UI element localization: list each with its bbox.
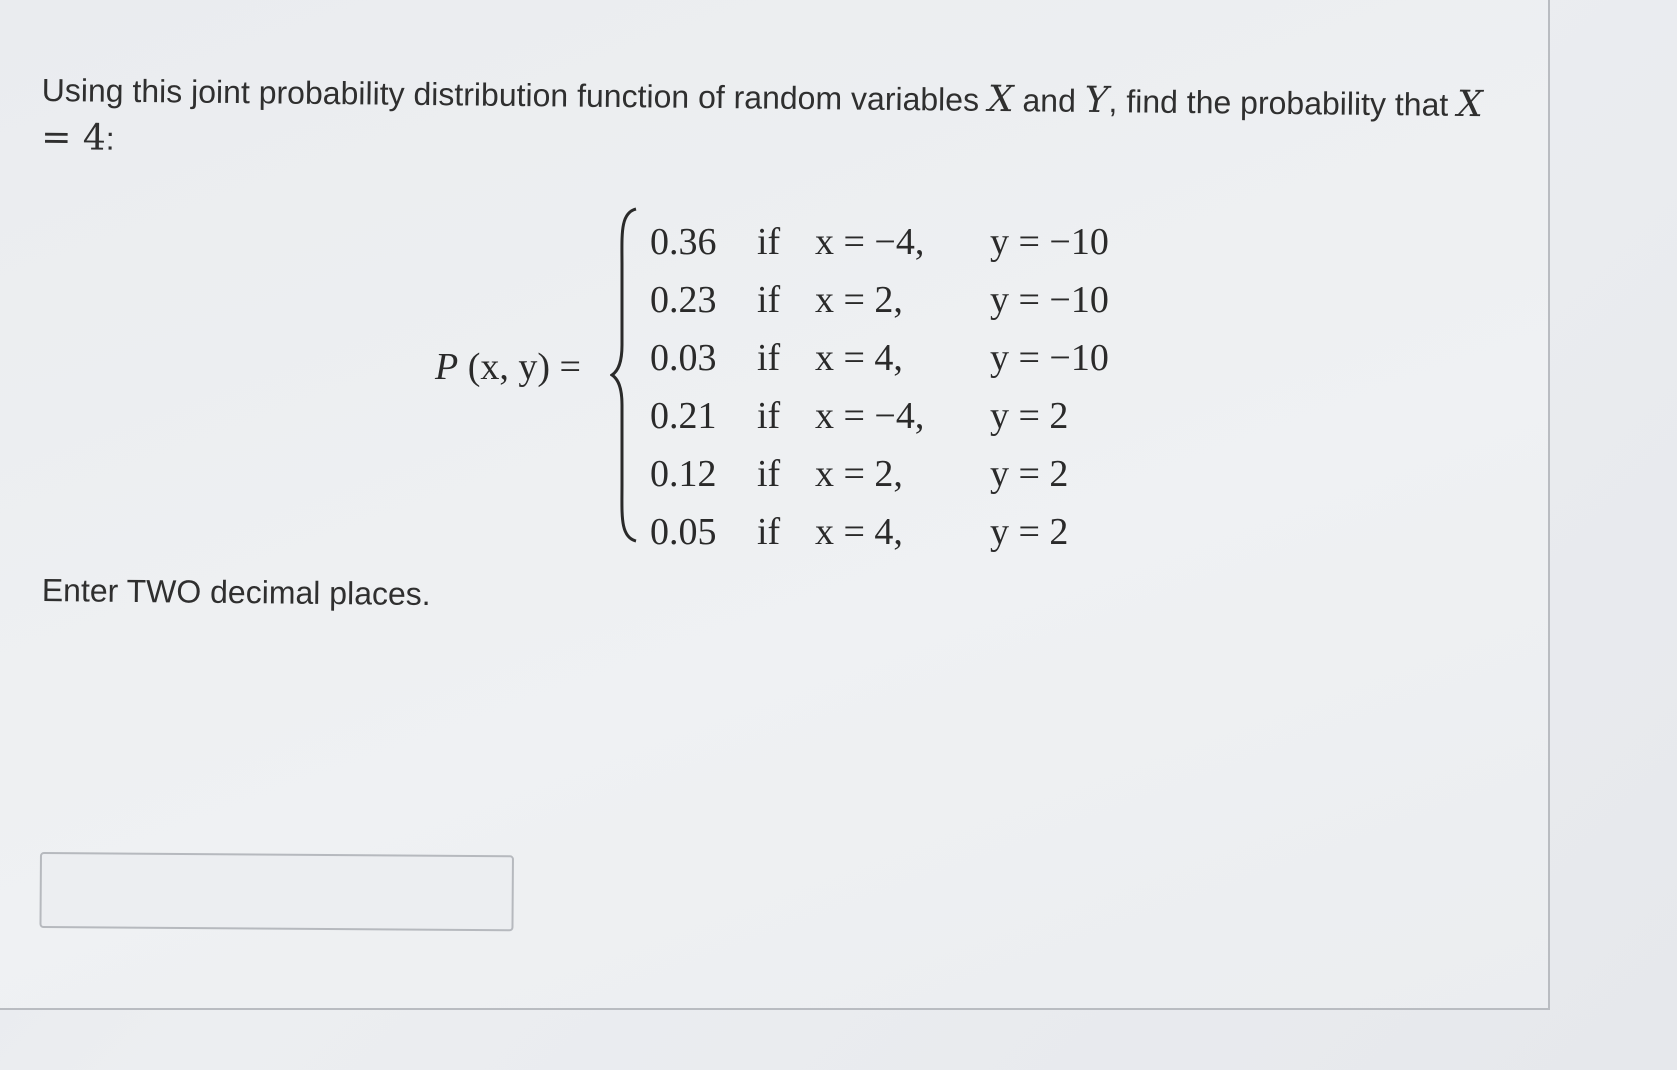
formula-lhs-p: P [435, 346, 459, 388]
formula-lhs-args: (x, y) = [458, 346, 581, 388]
question-text [41, 66, 1522, 177]
case-y-condition: y = 2 [990, 511, 1069, 553]
case-if: if [757, 221, 781, 263]
case-probability: 0.03 [650, 337, 717, 379]
case-probability: 0.05 [650, 511, 717, 553]
case-x-condition: x = 2, [815, 453, 903, 495]
case-x-condition: x = 4, [815, 337, 903, 379]
variable-y: Y [1084, 79, 1109, 122]
question-text-a: Using this joint probability distribution function of random variables [41, 71, 989, 118]
case-probability: 0.36 [650, 221, 717, 263]
case-y-condition: y = −10 [990, 279, 1109, 321]
case-if: if [757, 337, 781, 379]
case-probability: 0.21 [650, 395, 717, 437]
case-x-condition: x = −4, [815, 221, 925, 263]
case-y-condition: y = 2 [990, 453, 1069, 495]
case-y-condition: y = 2 [990, 395, 1069, 437]
condition-value: = 4 [41, 116, 106, 159]
formula-lhs [435, 345, 581, 389]
case-if: if [757, 279, 781, 321]
left-brace-icon [610, 205, 640, 545]
instruction-text: Enter TWO decimal places. [41, 572, 431, 613]
condition-variable: X [1456, 83, 1484, 126]
case-x-condition: x = 2, [815, 279, 903, 321]
question-text-d: : [105, 120, 115, 157]
case-y-condition: y = −10 [990, 221, 1109, 263]
case-x-condition: x = −4, [815, 395, 925, 437]
answer-input[interactable] [39, 852, 514, 931]
variable-x: X [987, 78, 1014, 121]
case-probability: 0.23 [650, 279, 717, 321]
case-if: if [757, 453, 781, 495]
question-text-b: and [1013, 82, 1085, 119]
case-if: if [757, 395, 781, 437]
case-y-condition: y = −10 [990, 337, 1109, 379]
case-if: if [757, 511, 781, 553]
case-x-condition: x = 4, [815, 511, 903, 553]
joint-distribution-formula [435, 205, 1155, 553]
question-text-c: , find the probability that [1108, 83, 1458, 123]
case-probability: 0.12 [650, 453, 717, 495]
